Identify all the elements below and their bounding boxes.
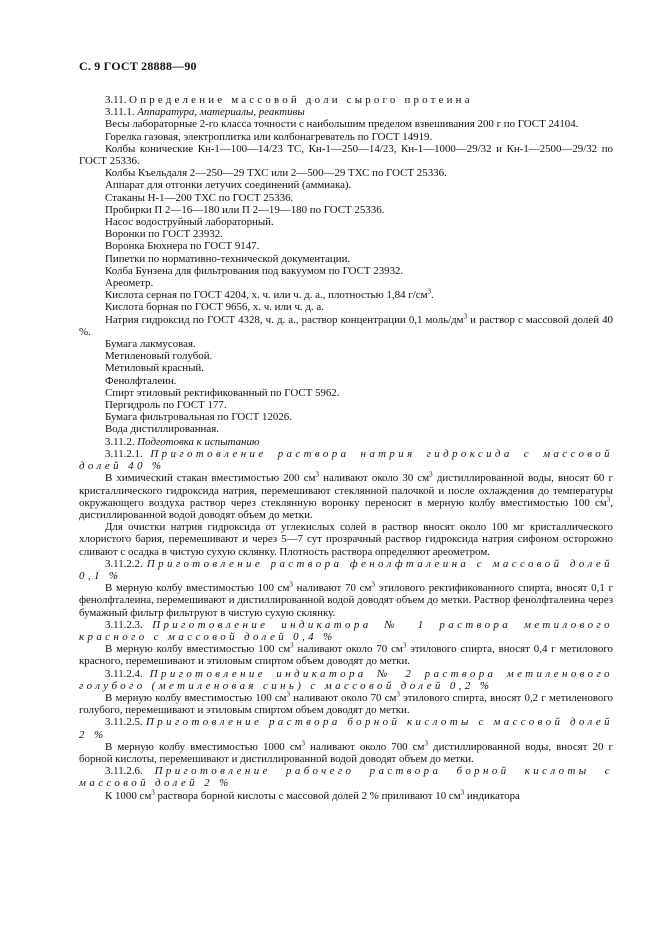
text-run: В мерную колбу вместимостью 100 см (105, 643, 291, 656)
text-run: и раствор с массовой долей 40 %. (79, 313, 614, 338)
text-run: раствора борной кислоты с массовой долей 2 % приливают 10 см (154, 789, 461, 802)
section-heading (79, 94, 613, 106)
superscript: 3 (460, 787, 465, 796)
clause-title: Приготовление индикатора № 2 раствора метиленового голубого (метиленовая синь) с массовой долей 0,2 % (79, 667, 613, 692)
text-run: наливают около 70 см (293, 643, 403, 656)
list-item: Фенолфталеин. (105, 374, 177, 387)
text-run: Кислота серная по ГОСТ 4204, х. ч. или ч. д. а., плотностью 1,84 г/см (105, 289, 428, 302)
clause-heading (79, 448, 613, 472)
text-run: наливают 70 см (292, 582, 372, 595)
superscript: 3 (286, 690, 291, 699)
page-header: С. 9 ГОСТ 28888—90 (79, 59, 197, 73)
text-run: наливают около 30 см (318, 472, 430, 485)
superscript: 3 (424, 739, 428, 748)
clause-title: Приготовление раствора борной кислоты с массовой долей 2 % (79, 716, 613, 741)
list-item: Метиленовый голубой. (105, 350, 213, 363)
list-item: Вода дистиллированная. (105, 423, 219, 436)
superscript: 3 (151, 787, 155, 796)
text-run: индикатора (464, 789, 520, 802)
list-item: Стаканы Н-1—200 ТХС по ГОСТ 25336. (105, 191, 294, 204)
paragraph (79, 643, 613, 667)
paragraph (79, 787, 613, 802)
list-item: Колбы конические Кн-1—100—14/23 ТС, Кн-1—250—14/23, Кн-1—1000—29/32 и Кн-1—2500—29/32 по ГОСТ 25336. (79, 142, 613, 168)
list-item: Колбы Къельдаля 2—250—29 ТХС или 2—500—29 ТХС по ГОСТ 25336. (105, 167, 447, 180)
superscript: 3 (290, 641, 294, 650)
paragraph (79, 582, 613, 619)
list-item: Бумага лакмусовая. (105, 338, 196, 351)
text-run: В мерную колбу вместимостью 1000 см (105, 740, 302, 753)
clause-number: 3.11.2.5. (105, 716, 143, 729)
text-run: этилового ректификованного спирта, вносят 0,1 г фенолфталеина, перемешивают и дистиллированной водой доводят объем до метки. Раствор фенолфталеина через бумажный фильтр фильтруют в чистую сухую склянку. (79, 582, 613, 619)
list-item: Горелка газовая, электроплитка или колбонагреватель по ГОСТ 14919. (105, 130, 433, 143)
list-item-sulfuric-acid (79, 289, 613, 301)
list-item: Воронки по ГОСТ 23932. (105, 228, 223, 241)
list-item: Пробирки П 2—16—180 или П 2—19—180 по ГОСТ 25336. (105, 203, 385, 216)
superscript: 3 (396, 690, 400, 699)
clause-number: 3.11.2.2. (105, 557, 143, 570)
list-item: Весы лабораторные 2-го класса точности с наибольшим пределом взвешивания 200 г по ГОСТ 24104. (105, 118, 579, 131)
list-item: Спирт этиловый ректификованный по ГОСТ 5962. (105, 386, 340, 399)
superscript: 3 (371, 580, 375, 589)
text-run: . (430, 289, 434, 302)
superscript: 3 (606, 495, 611, 504)
subsection-title: Аппаратура, материалы, реактивы (137, 106, 305, 119)
list-item: Ареометр. (105, 277, 154, 290)
text-run: этилового спирта, вносят 0,4 г метилового красного, перемешивают и этиловым спиртом объем доводят до метки. (79, 643, 614, 668)
section-title: Определение массовой доли сырого протеина (129, 94, 473, 106)
text-run: этилового спирта, вносят 0,2 г метиленового голубого, перемешивают и этиловым спиртом объем доводят до метки. (79, 691, 613, 717)
subsection-number: 3.11.2. (105, 435, 135, 448)
text-run: наливают около 700 см (305, 740, 425, 753)
clause-number: 3.11.2.6. (105, 765, 143, 778)
clause-number: 3.11.2.3. (105, 618, 143, 631)
list-item-sodium-hydroxide (79, 314, 613, 338)
text-run: В химический стакан вместимостью 200 см (105, 472, 316, 485)
clause-number: 3.11.2.1. (105, 447, 143, 460)
paragraph (79, 692, 613, 716)
clause-title: Приготовление рабочего раствора борной кислоты с массовой долей 2 % (79, 765, 613, 790)
clause-heading (79, 765, 613, 789)
clause-heading (79, 558, 613, 582)
paragraph: Для очистки натрия гидроксида от углекислых солей в раствор вносят около 100 мг кристаллического хлористого бария, перемешивают и через 5—7 сут прозрачный раствор гидроксида натрия сифоном осторожно сливают с осадка в чистую сухую склянку. Плотность раствора определяют ареометром. (79, 521, 613, 558)
list-item: Насос водоструйный лабораторный. (105, 216, 274, 229)
list-item: Кислота борная по ГОСТ 9656, х. ч. или ч. д. а. (105, 301, 324, 314)
text-run: Натрия гидроксид по ГОСТ 4328, ч. д. а., раствор концентрации 0,1 моль/дм (105, 313, 464, 326)
clause-number: 3.11.2.4. (105, 667, 143, 680)
text-run: В мерную колбу вместимостью 100 см (105, 691, 287, 704)
subsection-heading (79, 106, 613, 118)
text-run: дистиллированной воды, вносят 20 г борной кислоты, перемешивают и дистиллированной водой доводят объем до метки. (79, 740, 613, 765)
superscript: 3 (463, 312, 468, 321)
text-run: наливают около 70 см (290, 691, 397, 704)
paragraph (79, 741, 613, 765)
list-item: Аппарат для отгонки летучих соединений (аммиака). (105, 179, 352, 192)
text-run: , дистиллированной водой доводят объем до метки. (79, 496, 613, 521)
clause-heading (79, 619, 613, 643)
subsection-title: Подготовка к испытанию (137, 435, 260, 448)
clause-title: Приготовление раствора фенолфталеина с массовой долей 0,1 % (79, 557, 613, 582)
list-item: Бумага фильтровальная по ГОСТ 12026. (105, 411, 292, 424)
list-item: Пергидроль по ГОСТ 177. (105, 399, 227, 412)
clause-title: Приготовление индикатора № 1 раствора метилового красного с массовой долей 0,4 % (79, 618, 613, 643)
superscript: 3 (289, 580, 293, 589)
clause-heading (79, 668, 613, 692)
superscript: 3 (301, 739, 306, 748)
list-item: Колба Бунзена для фильтрования под вакуумом по ГОСТ 23932. (105, 264, 404, 277)
text-run: дистиллированной воды, вносят 60 г кристаллического гидроксида натрия, перемешивают стеклянной палочкой и после охлаждения до температуры окружающего воздуха раствор через стеклянную воронку переносят в мерную колбу вместимостью 100 см (79, 472, 613, 509)
list-item: Метиловый красный. (105, 362, 204, 375)
text-run: В мерную колбу вместимостью 100 см (105, 582, 290, 595)
subsection-number: 3.11.1. (105, 106, 135, 119)
document-body (79, 94, 613, 802)
section-number: 3.11. (105, 94, 127, 106)
superscript: 3 (429, 470, 433, 479)
superscript: 3 (315, 470, 319, 479)
superscript: 3 (427, 287, 431, 296)
subsection-heading (79, 436, 613, 448)
superscript: 3 (402, 641, 407, 650)
paragraph (79, 472, 613, 521)
clause-heading (79, 716, 613, 740)
text-run: К 1000 см (105, 789, 152, 802)
clause-title: Приготовление раствора натрия гидроксида с массовой долей 40 % (79, 447, 613, 473)
list-item: Воронка Бюхнера по ГОСТ 9147. (105, 240, 260, 253)
list-item: Пипетки по нормативно-технической документации. (105, 252, 351, 265)
